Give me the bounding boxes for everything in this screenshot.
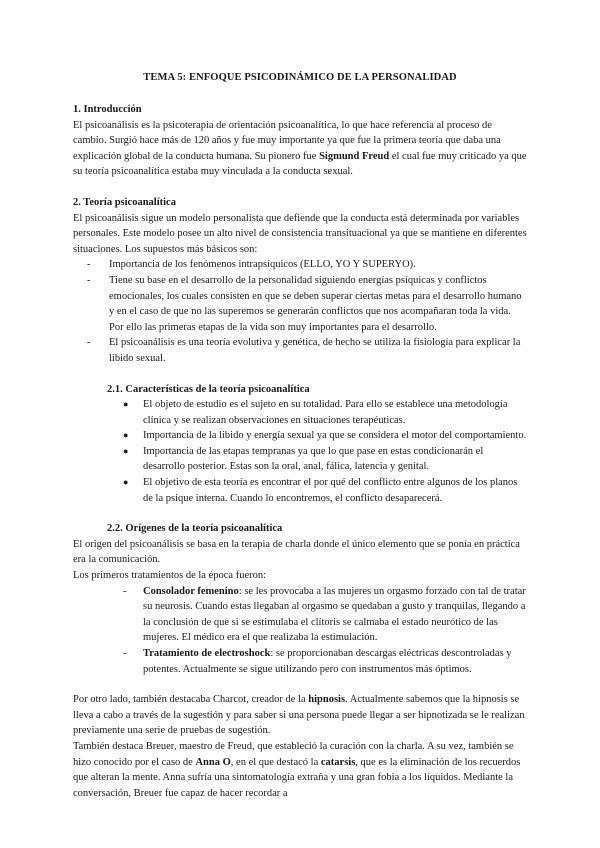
section-2-2-list: [73, 584, 527, 678]
bold-term: hipnosis: [308, 694, 346, 706]
section-2-2-paragraph-4: [73, 739, 527, 801]
list-item-text: Importancia de la libido y energía sexual ya que se considera el motor del comportamiento.: [143, 430, 527, 442]
page-title: TEMA 5: ENFOQUE PSICODINÁMICO DE LA PERSONALIDAD: [143, 72, 457, 83]
text-span: . Actualmente sabemos que la hipnosis se lleva a cabo a través de la sugestión y para saber si una persona puede llegar a ser hipnotizada se le realizan previamente una serie de pruebas de sugestión.: [73, 694, 525, 737]
section-2-2-paragraph-2: Los primeros tratamientos de la época fueron:: [73, 570, 267, 582]
list-item-term: Tratamiento de electroshock: [143, 648, 271, 659]
section-2-heading: 2. Teoría psicoanalítica: [73, 196, 176, 208]
list-item-text: El objetivo de esta teoría es encontrar el por qué del conflicto entre algunos de los planos de la psique interna. Cuando lo encontremos, el conflicto desaparecerá.: [143, 477, 518, 504]
list-item: [73, 428, 527, 444]
section-2-list: [73, 257, 527, 366]
text-span: El psicoanálisis es la psicoterapia de orientación psicoanalítica, lo que hace referencia al proceso de cambio. Surgió hace más de 120 años y fue muy importante ya que fue la primera teoría que daba una explicación global de la conducta humana. Su pionero fue: [73, 119, 501, 162]
section-1-heading: 1. Introducción: [73, 104, 142, 115]
section-2-1-heading: 2.1. Características de la teoría psicoanalítica: [107, 383, 310, 395]
list-item: [73, 397, 527, 428]
bullet-icon: ●: [123, 399, 129, 410]
list-item-text: El objeto de estudio es el sujeto en su totalidad. Para ello se establece una metodología clínica y se realizan observaciones en situaciones terapéuticas.: [143, 399, 508, 426]
bold-term: catarsis: [320, 756, 356, 768]
section-2-1-list: [73, 397, 527, 506]
bold-name: Sigmund Freud: [319, 150, 390, 162]
section-2-2-paragraph-1: El origen del psicoanálisis se basa en la terapia de charla donde el único elemento que se ponía en práctica era la comunicación.: [73, 538, 520, 566]
list-item: [73, 646, 527, 677]
list-item-term: Consolador femenino: [143, 585, 239, 597]
section-2-2-heading: 2.2. Orígenes de la teoría psicoanalítica: [107, 523, 283, 535]
section-2-intro: El psicoanálisis sigue un modelo personalista que defiende que la conducta está determinada por variables personales. Este modelo posee un alto nivel de consistencia transituacional ya que se mantiene en diferentes situaciones. Los supuestos más básicos son:: [73, 212, 527, 255]
list-item: [73, 444, 527, 475]
bullet-icon: ●: [123, 430, 129, 441]
list-item: - El psicoanálisis es una teoría evolutiva y genética, de hecho se utiliza la fisiología para explicar la libido sexual.: [73, 335, 527, 366]
list-item: - Tiene su base en el desarrollo de la personalidad siguiendo energías psíquicas y conflictos emocionales, los cuales consisten en que se deben superar ciertas metas para el desarrollo humano y en el caso de que no las superemos se generarán conflictos que nos acompañaran toda la vida. Por ello las primeras etapas de la vida son muy importantes para el desarrollo.: [73, 273, 527, 335]
section-1-paragraph: [73, 118, 527, 180]
bullet-icon: ●: [123, 477, 129, 488]
document-body: [73, 102, 527, 801]
section-2-2-paragraph-3: [73, 692, 527, 739]
text-span: , que es la eliminación de los recuerdos que alteran la mente. Anna sufría una sintomatología extraña y una gran fobia a los líquidos. Mediante la conversación, Breuer fue capaz de hacer recordar a: [73, 756, 521, 799]
text-span: , en el que destacó la: [230, 756, 321, 768]
list-item: [73, 584, 527, 646]
bullet-icon: ●: [123, 445, 129, 456]
list-item-text: : se les provocaba a las mujeres un orgasmo forzado con tal de tratar su neurosis. Cuando estas llegaban al orgasmo se quedaban a gusto y tranquilas, llegando a la conclusión de que si se estimulaba el clítoris se calmaba el estado neurótico de las mujeres. El médico era el que realizaba la estimulación.: [143, 585, 526, 644]
list-item-text: Importancia de las etapas tempranas ya que lo que pase en estas condicionarán el desarrollo posterior. Estas son la oral, anal, fálica, latencia y genital.: [143, 445, 484, 473]
text-span: Por otro lado, también destacaba Charcot, creador de la: [73, 694, 309, 706]
list-item: - Importancia de los fenómenos intrapsíquicos (ELLO, YO Y SUPERYO).: [73, 257, 527, 273]
bold-term: Anna O: [195, 756, 231, 768]
list-item: [73, 475, 527, 506]
list-item-text: : se proporcionaban descargas eléctricas descontroladas y potentes. Actualmente se sigue utilizando pero con instrumentos más óptimos.: [143, 648, 512, 675]
text-span: También destaca Breuer, maestro de Freud, que estableció la curación con la charla. A su vez, también se hizo conocido por el caso de: [73, 740, 514, 768]
text-span: el cual fue muy criticado ya que su teoría psicoanalítica estaba muy vinculada a la conducta sexual.: [73, 150, 527, 178]
